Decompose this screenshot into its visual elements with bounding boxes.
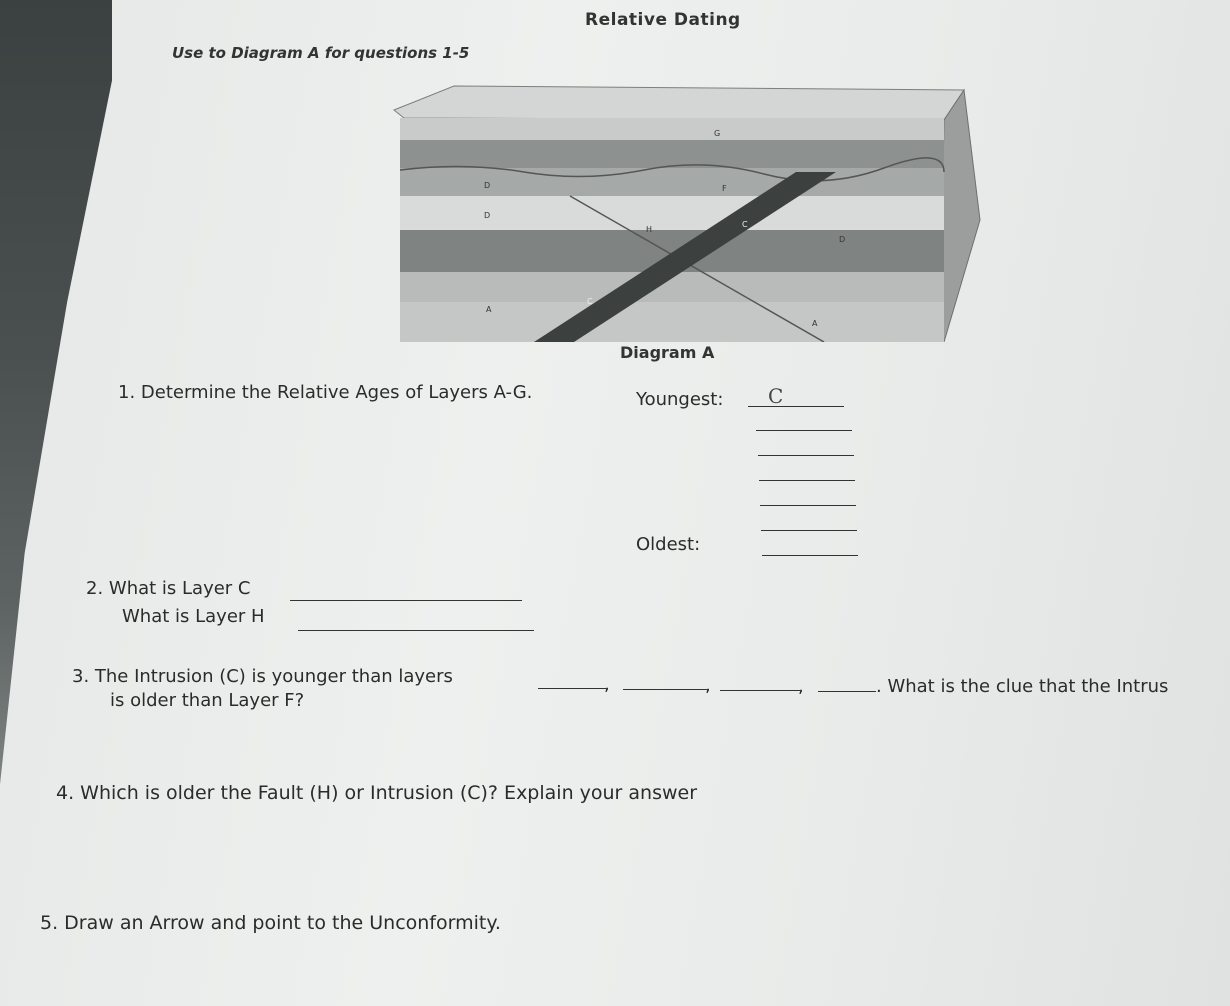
page-title: Relative Dating [585, 10, 741, 30]
layer-band-e [400, 168, 944, 196]
layer-label: H [646, 225, 653, 234]
answer-line-layer-h[interactable] [298, 630, 534, 631]
comma-separator: , [604, 674, 610, 695]
layer-label: A [812, 319, 818, 328]
layer-band-d [400, 196, 944, 230]
answer-line-youngest[interactable] [748, 406, 844, 407]
diagram-a [384, 80, 984, 342]
question-3-text: 3. The Intrusion (C) is younger than layers [72, 666, 453, 687]
answer-line-rank-3[interactable] [758, 455, 854, 456]
answer-line-q3-1[interactable] [538, 688, 606, 689]
layer-label: C [742, 220, 748, 229]
diagram-top-surface [394, 86, 964, 120]
answer-line-rank-6[interactable] [761, 530, 857, 531]
layer-label: C [587, 297, 593, 306]
diagram-instruction: Use to Diagram A for questions 1-5 [172, 44, 470, 62]
youngest-answer: C [768, 384, 784, 408]
layer-band-base [400, 302, 944, 342]
comma-separator: , [798, 676, 804, 697]
layer-label: D [839, 235, 846, 244]
question-1: 1. Determine the Relative Ages of Layers A-G. [118, 382, 533, 403]
answer-line-q3-2[interactable] [623, 689, 707, 690]
layer-label: D [484, 181, 491, 190]
youngest-label: Youngest: [636, 389, 724, 410]
layer-band-g [400, 118, 944, 140]
diagram-side-face [940, 90, 980, 342]
layer-label: A [486, 305, 492, 314]
answer-line-rank-5[interactable] [760, 505, 856, 506]
layer-band-f [400, 140, 944, 168]
comma-separator: , [705, 675, 711, 696]
question-3-clue: . What is the clue that the Intrus [876, 676, 1169, 697]
oldest-label: Oldest: [636, 534, 701, 555]
question-2-layer-c: 2. What is Layer C [86, 578, 251, 599]
answer-line-rank-2[interactable] [756, 430, 852, 431]
answer-line-layer-c[interactable] [290, 600, 522, 601]
question-2-layer-h: What is Layer H [122, 606, 265, 627]
layer-label: F [722, 184, 727, 193]
question-4: 4. Which is older the Fault (H) or Intrusion (C)? Explain your answer [56, 782, 698, 804]
page-edge-shadow [0, 0, 112, 1006]
answer-line-q3-4[interactable] [818, 691, 876, 692]
layer-label: G [714, 129, 721, 138]
question-3-line-2: is older than Layer F? [110, 690, 305, 711]
answer-line-rank-4[interactable] [759, 480, 855, 481]
answer-line-q3-3[interactable] [720, 690, 800, 691]
diagram-caption: Diagram A [620, 343, 715, 362]
answer-line-oldest[interactable] [762, 555, 858, 556]
question-5: 5. Draw an Arrow and point to the Unconformity. [40, 912, 501, 934]
layer-label: D [484, 211, 491, 220]
